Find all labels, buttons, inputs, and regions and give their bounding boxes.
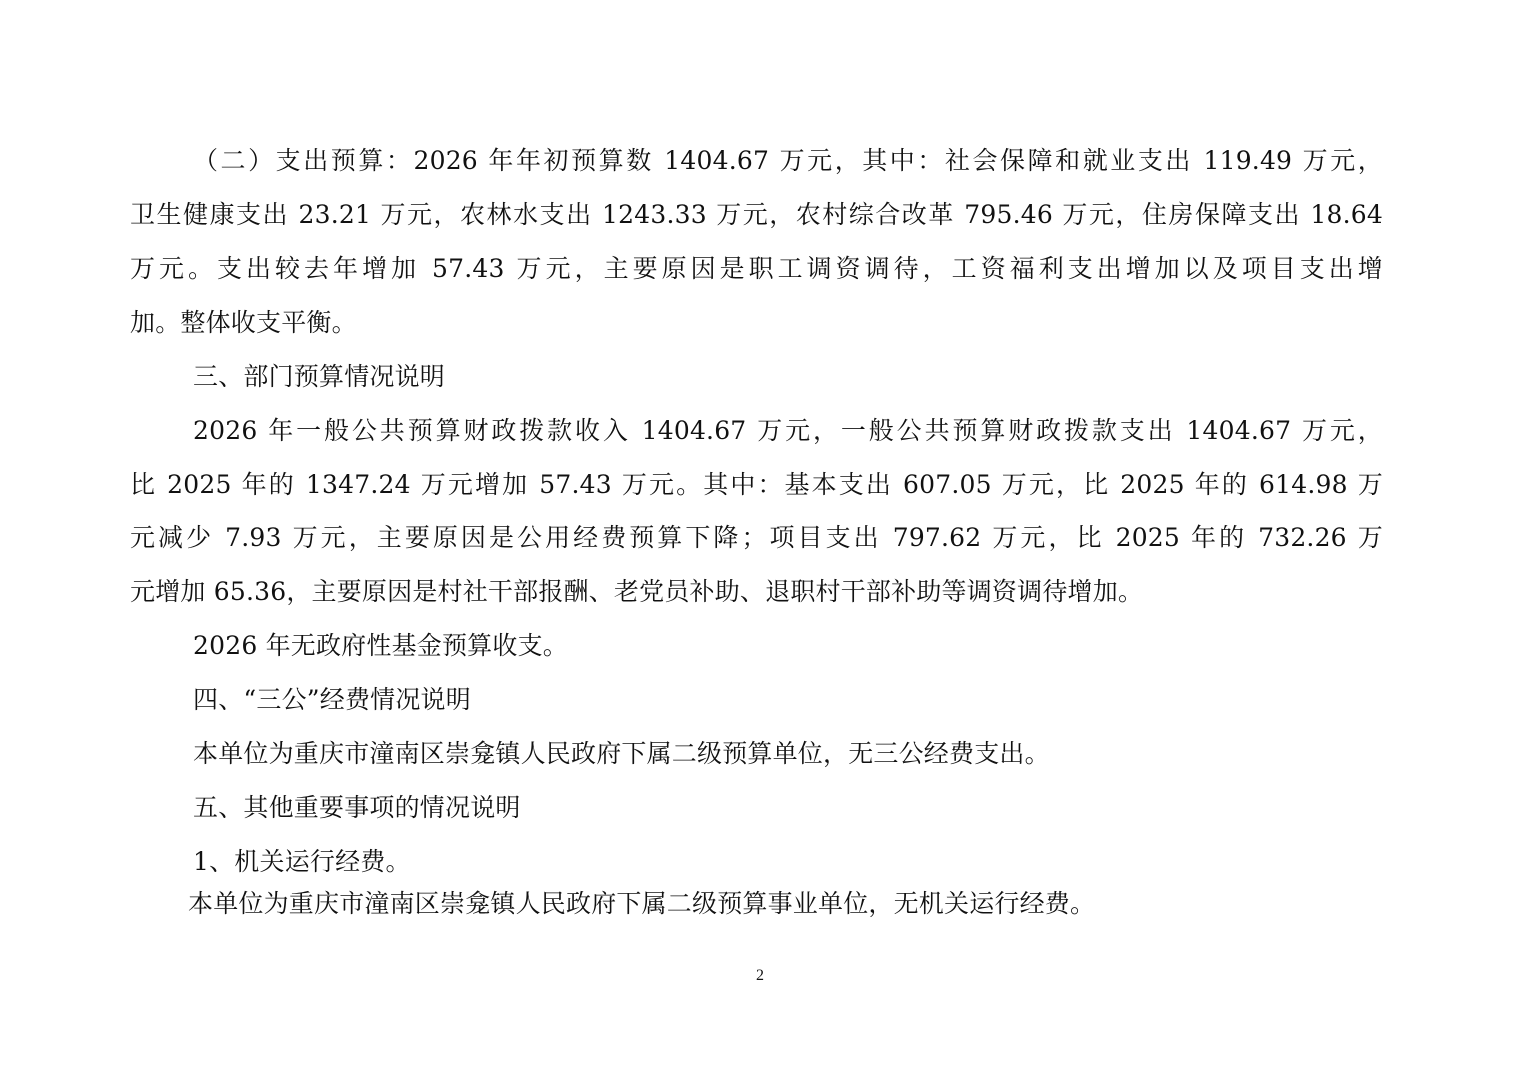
department-budget-line-1: 2026 年一般公共预算财政拨款收入 1404.67 万元，一般公共预算财政拨款支出 1404.67 万元， [193, 416, 1383, 445]
subheading-operating-expenses: 1、机关运行经费。 [193, 847, 411, 876]
expenditure-budget-line-1: （二）支出预算：2026 年年初预算数 1404.67 万元，其中：社会保障和就业支出 119.49 万元， [193, 146, 1383, 175]
expenditure-budget-line-2: 卫生健康支出 23.21 万元，农林水支出 1243.33 万元，农村综合改革 795.46 万元，住房保障支出 18.64 [130, 200, 1383, 229]
government-fund-note: 2026 年无政府性基金预算收支。 [193, 631, 568, 660]
operating-expenses-note: 本单位为重庆市潼南区崇龛镇人民政府下属二级预算事业单位，无机关运行经费。 [188, 889, 1096, 918]
section-heading-three-public-expenses: 四、“三公”经费情况说明 [193, 685, 471, 714]
department-budget-line-3: 元减少 7.93 万元，主要原因是公用经费预算下降；项目支出 797.62 万元，比 2025 年的 732.26 万 [130, 523, 1383, 552]
department-budget-line-2: 比 2025 年的 1347.24 万元增加 57.43 万元。其中：基本支出 607.05 万元，比 2025 年的 614.98 万 [130, 470, 1383, 499]
expenditure-budget-line-3: 万元。支出较去年增加 57.43 万元，主要原因是职工调资调待，工资福利支出增加以及项目支出增 [130, 254, 1383, 283]
expenditure-budget-line-4: 加。整体收支平衡。 [130, 308, 357, 337]
three-public-expenses-note: 本单位为重庆市潼南区崇龛镇人民政府下属二级预算单位，无三公经费支出。 [193, 739, 1050, 768]
page-number: 2 [756, 967, 764, 984]
section-heading-department-budget: 三、部门预算情况说明 [193, 362, 446, 391]
department-budget-line-4: 元增加 65.36，主要原因是村社干部报酬、老党员补助、退职村干部补助等调资调待增加。 [130, 577, 1144, 606]
section-heading-other-matters: 五、其他重要事项的情况说明 [193, 793, 521, 822]
